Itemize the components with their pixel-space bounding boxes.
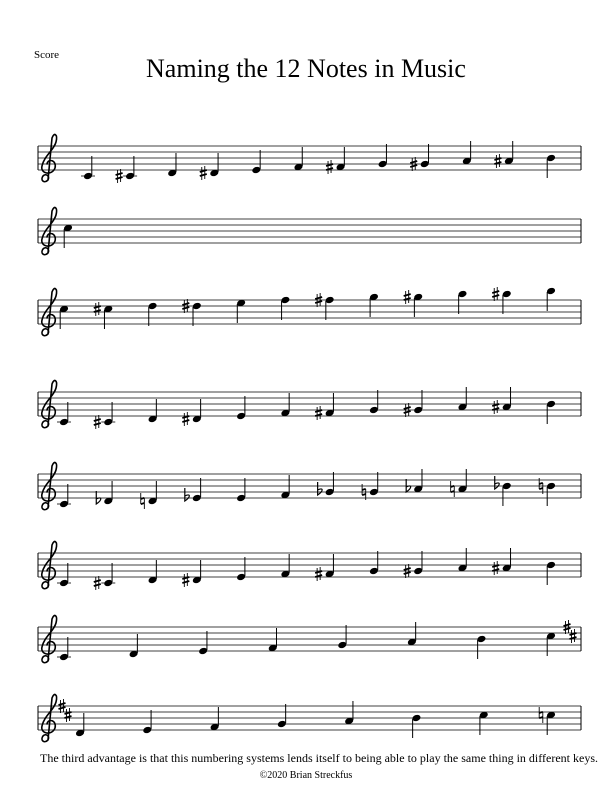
note [546,287,556,311]
sharp-sign [406,290,409,304]
sharp-sign [404,294,411,300]
note [457,387,467,411]
note [280,554,290,578]
note [63,224,73,248]
note [479,711,489,735]
note [236,478,246,502]
sharp-sign [182,577,189,583]
note [406,469,423,493]
sharp-sign [570,633,577,639]
staff-system [38,287,581,336]
sharp-sign [317,567,320,581]
flat-sign [96,491,101,504]
sharp-sign [494,158,501,164]
note [492,287,511,314]
note [546,400,556,424]
note [75,713,85,737]
note [457,290,467,314]
note [495,476,512,506]
flat-sign [318,482,323,495]
sharp-sign [317,406,320,420]
note [59,305,69,329]
note [337,625,347,649]
natural-sign [539,712,543,718]
note [148,302,158,326]
note [94,563,116,590]
note [280,475,290,499]
sharp-sign [184,412,187,426]
sharp-sign [315,410,322,416]
note [546,632,556,656]
note [148,560,158,584]
note [236,299,246,323]
note [280,296,290,320]
staff-system [38,616,581,663]
sharp-sign [202,166,205,180]
note [318,472,335,496]
note [410,144,429,171]
natural-sign [451,486,455,492]
sharp-sign [315,571,322,577]
note [411,714,421,738]
note [315,293,334,320]
bottom-text: The third advantage is that this numbering systems lends itself to being able to play the same thing in different keys. [40,751,598,765]
natural-sign [141,493,145,509]
note [129,634,139,658]
note [280,393,290,417]
note [293,147,303,171]
note [182,560,201,587]
staff-system [38,381,581,429]
sharp-sign [118,169,121,183]
note [185,478,202,502]
note [546,154,556,178]
flat-sign [185,488,190,501]
note [167,153,177,177]
note [462,141,472,165]
note [210,707,220,731]
note [81,156,95,180]
note [200,153,219,180]
note [94,402,116,429]
staff-systems [38,135,581,742]
note [378,144,388,168]
sharp-sign [492,291,499,297]
sharp-sign [94,306,101,312]
sharp-sign [492,404,499,410]
staff-system [38,208,581,255]
sharp-sign [116,173,123,179]
note [539,707,556,735]
sharp-sign [94,580,101,586]
note [57,563,71,587]
note [476,635,486,659]
note [236,557,246,581]
sharp-sign [182,416,189,422]
sharp-sign [65,712,72,718]
sharp-sign [326,164,333,170]
staff-system [38,542,581,590]
note [57,402,71,426]
staff-system [38,135,581,183]
note [407,622,417,646]
staff-system [38,463,581,510]
note [116,156,138,183]
sharp-sign [94,419,101,425]
sharp-sign [496,154,499,168]
note [57,637,71,661]
staff-system [38,695,581,742]
sharp-sign [328,160,331,174]
copyright: ©2020 Brian Streckfus [259,770,353,781]
flat-sign [406,479,411,492]
note [57,484,71,508]
note [268,628,278,652]
note [404,290,423,317]
sharp-sign [96,302,99,316]
sharp-sign [494,400,497,414]
note [148,399,158,423]
note [546,561,556,585]
flat-sign [495,476,500,489]
note [142,710,152,734]
note [404,390,423,417]
sharp-sign [96,576,99,590]
natural-sign [141,498,145,504]
sharp-sign [494,287,497,301]
sharp-sign [572,629,575,643]
note [251,150,261,174]
note [404,551,423,578]
note [198,631,208,655]
sharp-sign [184,573,187,587]
note [141,481,158,509]
note [277,704,287,728]
note [344,701,354,725]
page-title: Naming the 12 Notes in Music [146,54,466,83]
sharp-sign [96,415,99,429]
note [451,469,468,497]
sharp-sign [200,170,207,176]
note [182,399,201,426]
note [96,481,113,505]
sharp-sign [67,708,70,722]
note [182,299,201,326]
score-label: Score [34,49,60,61]
sharp-sign [492,565,499,571]
natural-sign [451,481,455,497]
note [369,390,379,414]
natural-sign [539,707,543,723]
note [369,551,379,575]
sharp-sign [494,561,497,575]
note [236,396,246,420]
note [457,548,467,572]
note [369,293,379,317]
